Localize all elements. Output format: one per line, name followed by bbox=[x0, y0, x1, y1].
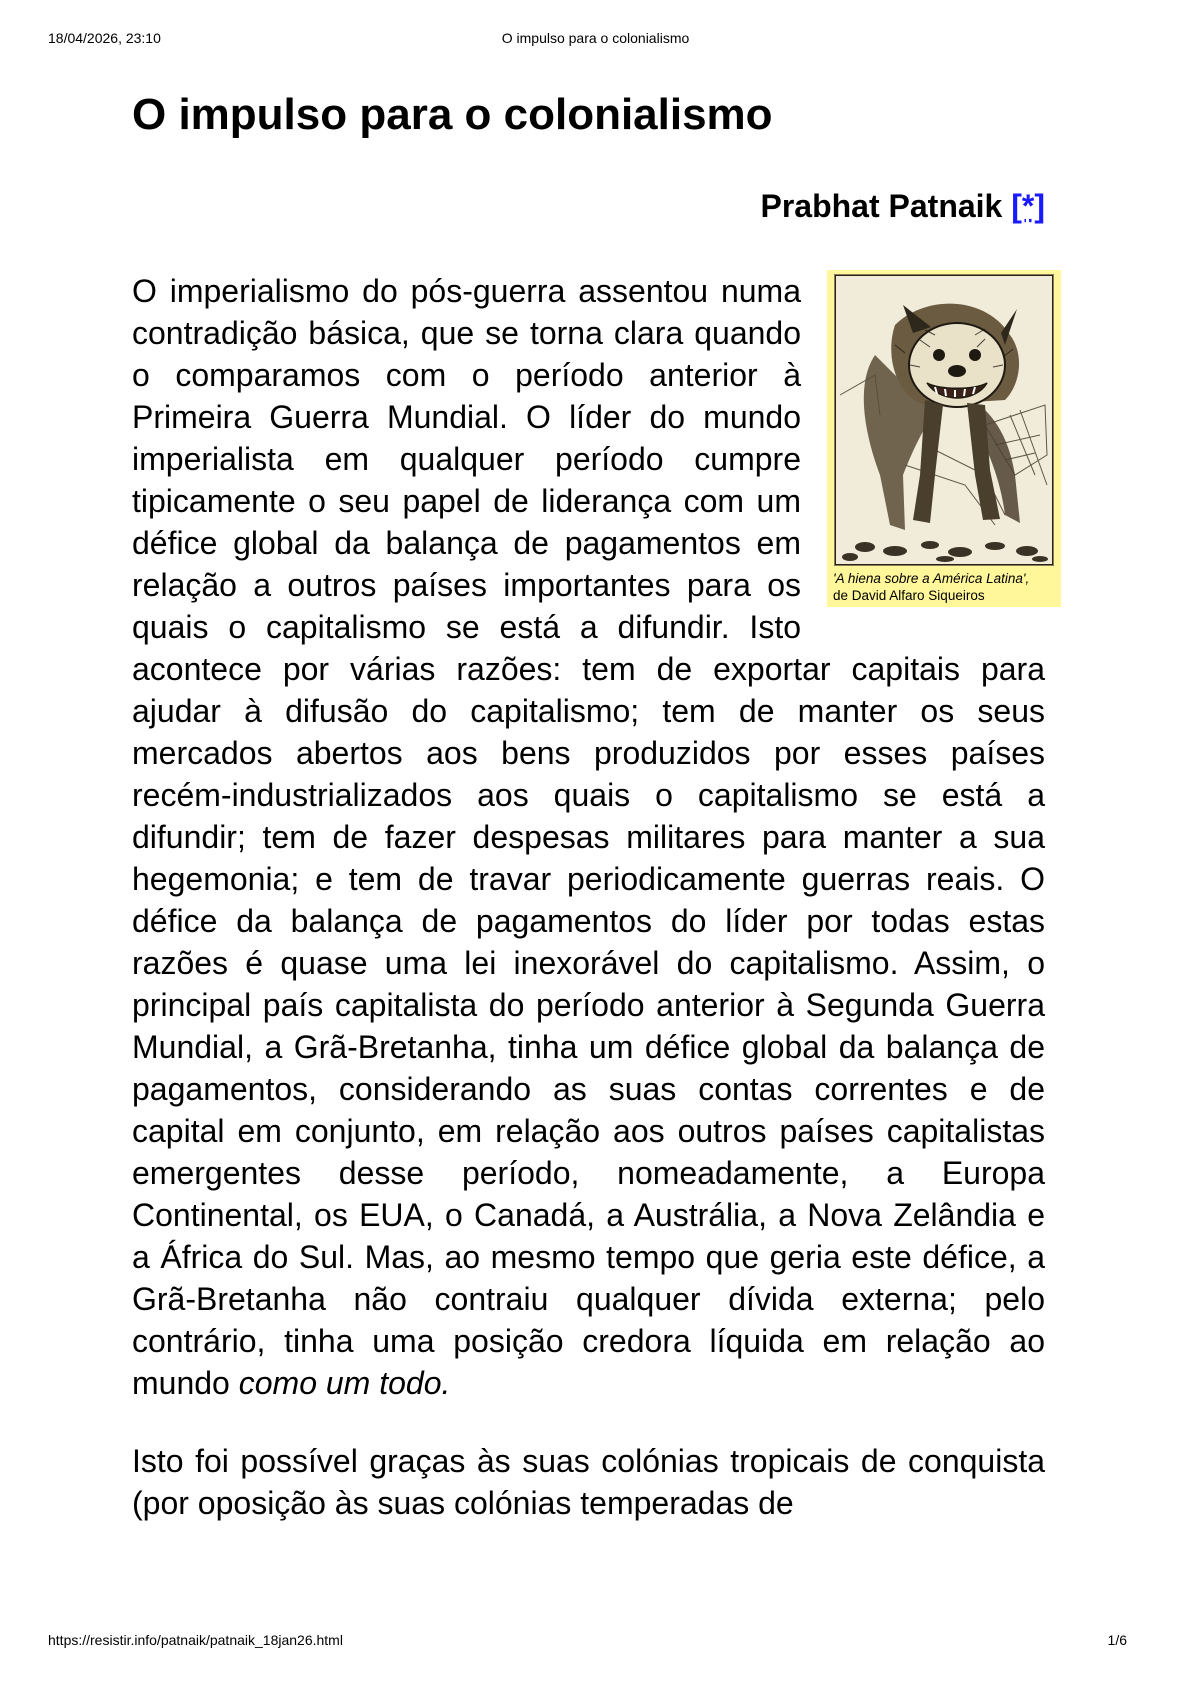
paragraph-2: Isto foi possível graças às suas colónias tropicais de conquista (por oposição às suas colónias temperadas de bbox=[132, 1443, 1045, 1521]
figure-caption-title: 'A hiena sobre a América Latina', bbox=[833, 571, 1030, 586]
print-header bbox=[48, 30, 1143, 50]
print-page-title: O impulso para o colonialismo bbox=[501, 30, 690, 46]
figure-caption bbox=[831, 566, 1057, 604]
author-name: Prabhat Patnaik bbox=[760, 188, 1003, 224]
paragraph-1 bbox=[132, 270, 1045, 1404]
figure-caption-artist: de David Alfaro Siqueiros bbox=[833, 588, 985, 603]
print-page-number: 1/6 bbox=[1107, 1632, 1127, 1648]
print-datetime: 18/04/2026, 23:10 bbox=[48, 30, 161, 46]
article-title: O impulso para o colonialismo bbox=[132, 90, 773, 139]
paragraph-1-emphasis: como um todo. bbox=[238, 1365, 451, 1401]
illustration-figure bbox=[827, 270, 1061, 607]
paragraph-1-text: O imperialismo do pós-guerra assentou numa contradição básica, que se torna clara quando o comparamos com o período anterior à Primeira Guerra Mundial. O líder do mundo imperialista em qualquer período cumpre tipicamente o seu papel de liderança com um défice global da balança de pagamentos em relação a outros países importantes para os quais o capitalismo se está a difundir. Isto acontece por várias razões: tem de exportar capitais para ajudar à difusão do capitalismo; tem de manter os seus mercados abertos aos bens produzidos por esses países recém-industrializados aos quais o capitalismo se está a difundir; tem de fazer despesas militares para manter a sua hegemonia; e tem de travar periodicamente guerras reais. O défice da balança de pagamentos do líder por todas estas razões é quase uma lei inexorável do capitalismo. Assim, o principal país capitalista do período anterior à Segunda Guerra Mundial, a Grã-Bretanha, tinha um défice global da balança de pagamentos, considerando as suas contas correntes e de capital em conjunto, em relação aos outros países capitalistas emergentes desse período, nomeadamente, a Europa Continental, os EUA, o Canadá, a Austrália, a Nova Zelândia e a África do Sul. Mas, ao mesmo tempo que geria este défice, a Grã-Bretanha não contraiu qualquer dívida externa; pelo contrário, tinha uma posição credora líquida em relação ao mundo bbox=[132, 273, 1045, 1401]
print-footer bbox=[48, 1632, 1143, 1652]
print-url: https://resistir.info/patnaik/patnaik_18jan26.html bbox=[48, 1632, 343, 1648]
hyena-artwork-image bbox=[834, 274, 1054, 566]
author-note-link[interactable]: [*] bbox=[1011, 188, 1045, 224]
article bbox=[132, 86, 1045, 1524]
article-author bbox=[132, 182, 1045, 230]
